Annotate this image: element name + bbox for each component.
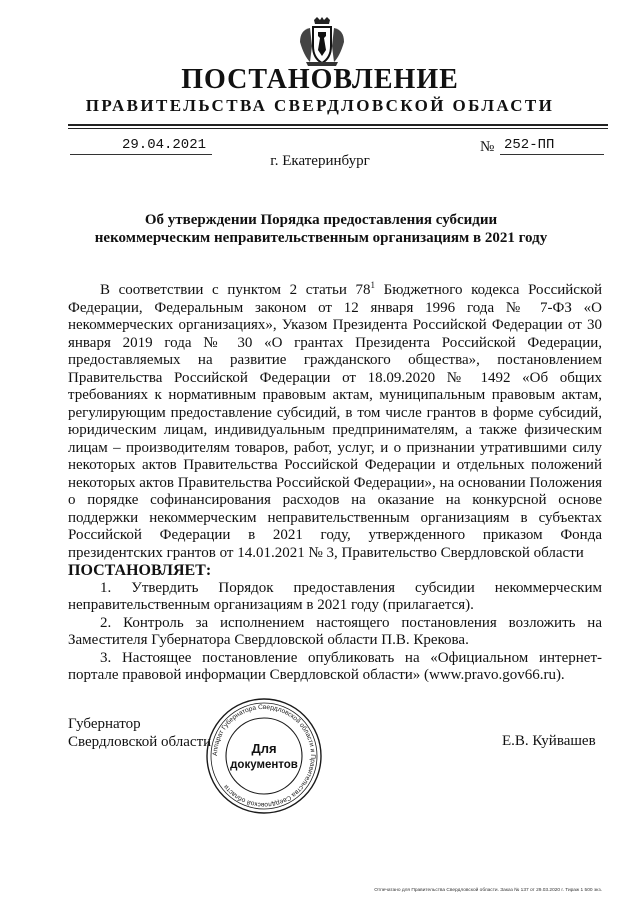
document-body (68, 282, 602, 685)
resolution-item-2: 2. Контроль за исполнением настоящего постановления возложить на Заместителя Губернатора Свердловской области П.В. Крекова. (68, 614, 602, 648)
stamp-ring-text: Аппарат Губернатора Свердловской области и Правительства Свердловской области (211, 703, 317, 809)
signatory-position (68, 715, 211, 751)
article-superscript: 1 (370, 280, 376, 290)
stamp-center-line1: Для (251, 741, 277, 756)
number-sign: № (480, 139, 495, 155)
document-city: г. Екатеринбург (270, 153, 370, 169)
print-footer: Отпечатано для Правительства Свердловской области. Заказ № 137 от 29.03.2020 г. Тираж 1 500 экз. (374, 888, 602, 893)
resolution-item-3: 3. Настоящее постановление опубликовать на «Официальном интернет-портале правовой информации Свердловской области» (www.pravo.gov66.ru). (68, 649, 602, 683)
header-rule-thick (68, 124, 608, 126)
resolution-item-1: 1. Утвердить Порядок предоставления субсидии некоммерческим неправительственным организациям в 2021 году (прилагается). (68, 579, 602, 613)
stamp-center-line2: документов (230, 759, 298, 771)
signatory-position-line2: Свердловской области (68, 734, 212, 750)
signatory-name: Е.В. Куйвашев (502, 733, 596, 749)
coat-of-arms-icon (296, 16, 348, 68)
resolves-heading: ПОСТАНОВЛЯЕТ: (68, 562, 212, 579)
document-type: ПОСТАНОВЛЕНИЕ (181, 64, 459, 95)
preamble-paragraph (68, 282, 602, 562)
preamble-text-rest: Бюджетного кодекса Российской Федерации, Федеральным законом от 12 января 1996 года № 7-ФЗ «О некоммерческих организациях», Указом Президента Российской Федерации от 30 января 2019 года № 30 «О грантах Президента Российской Федерации, предоставляемых на развитие гражданского общества», постановлением Правительства Российской Федерации от 18.09.2020 № 1492 «Об общих требованиях к нормативным правовым актам, муниципальным правовым актам, регулирующим предоставление субсидий, в том числе грантов в форме субсидий, юридическим лицам, индивидуальным предпринимателям, а также физическим лицам – производителям товаров, работ, услуг, и о признании утратившими силу некоторых актов Правительства Российской Федерации и отдельных положений некоторых актов Правительства Российской Федерации», на основании Положения о порядке софинансирования расходов на оказание на конкурсной основе поддержки некоммерческим неправительственным организациям в субъектах Российской Федерации в 2021 году, утвержденного приказом Фонда президентских грантов от 14.01.2021 № 3, Правительство Свердловской области (68, 282, 603, 561)
header-rule-thin (68, 128, 608, 129)
document-date: 29.04.2021 (70, 137, 212, 155)
official-stamp-icon (204, 696, 324, 816)
signatory-position-line1: Губернатор (68, 716, 141, 732)
preamble-text-start: В соответствии с пунктом 2 статьи 78 (100, 282, 371, 298)
document-number: 252-ПП (500, 137, 604, 155)
document-title: Об утверждении Порядка предоставления субсидии некоммерческим неправительственным организациям в 2021 году (94, 212, 548, 246)
issuing-authority: ПРАВИТЕЛЬСТВА СВЕРДЛОВСКОЙ ОБЛАСТИ (85, 96, 555, 115)
